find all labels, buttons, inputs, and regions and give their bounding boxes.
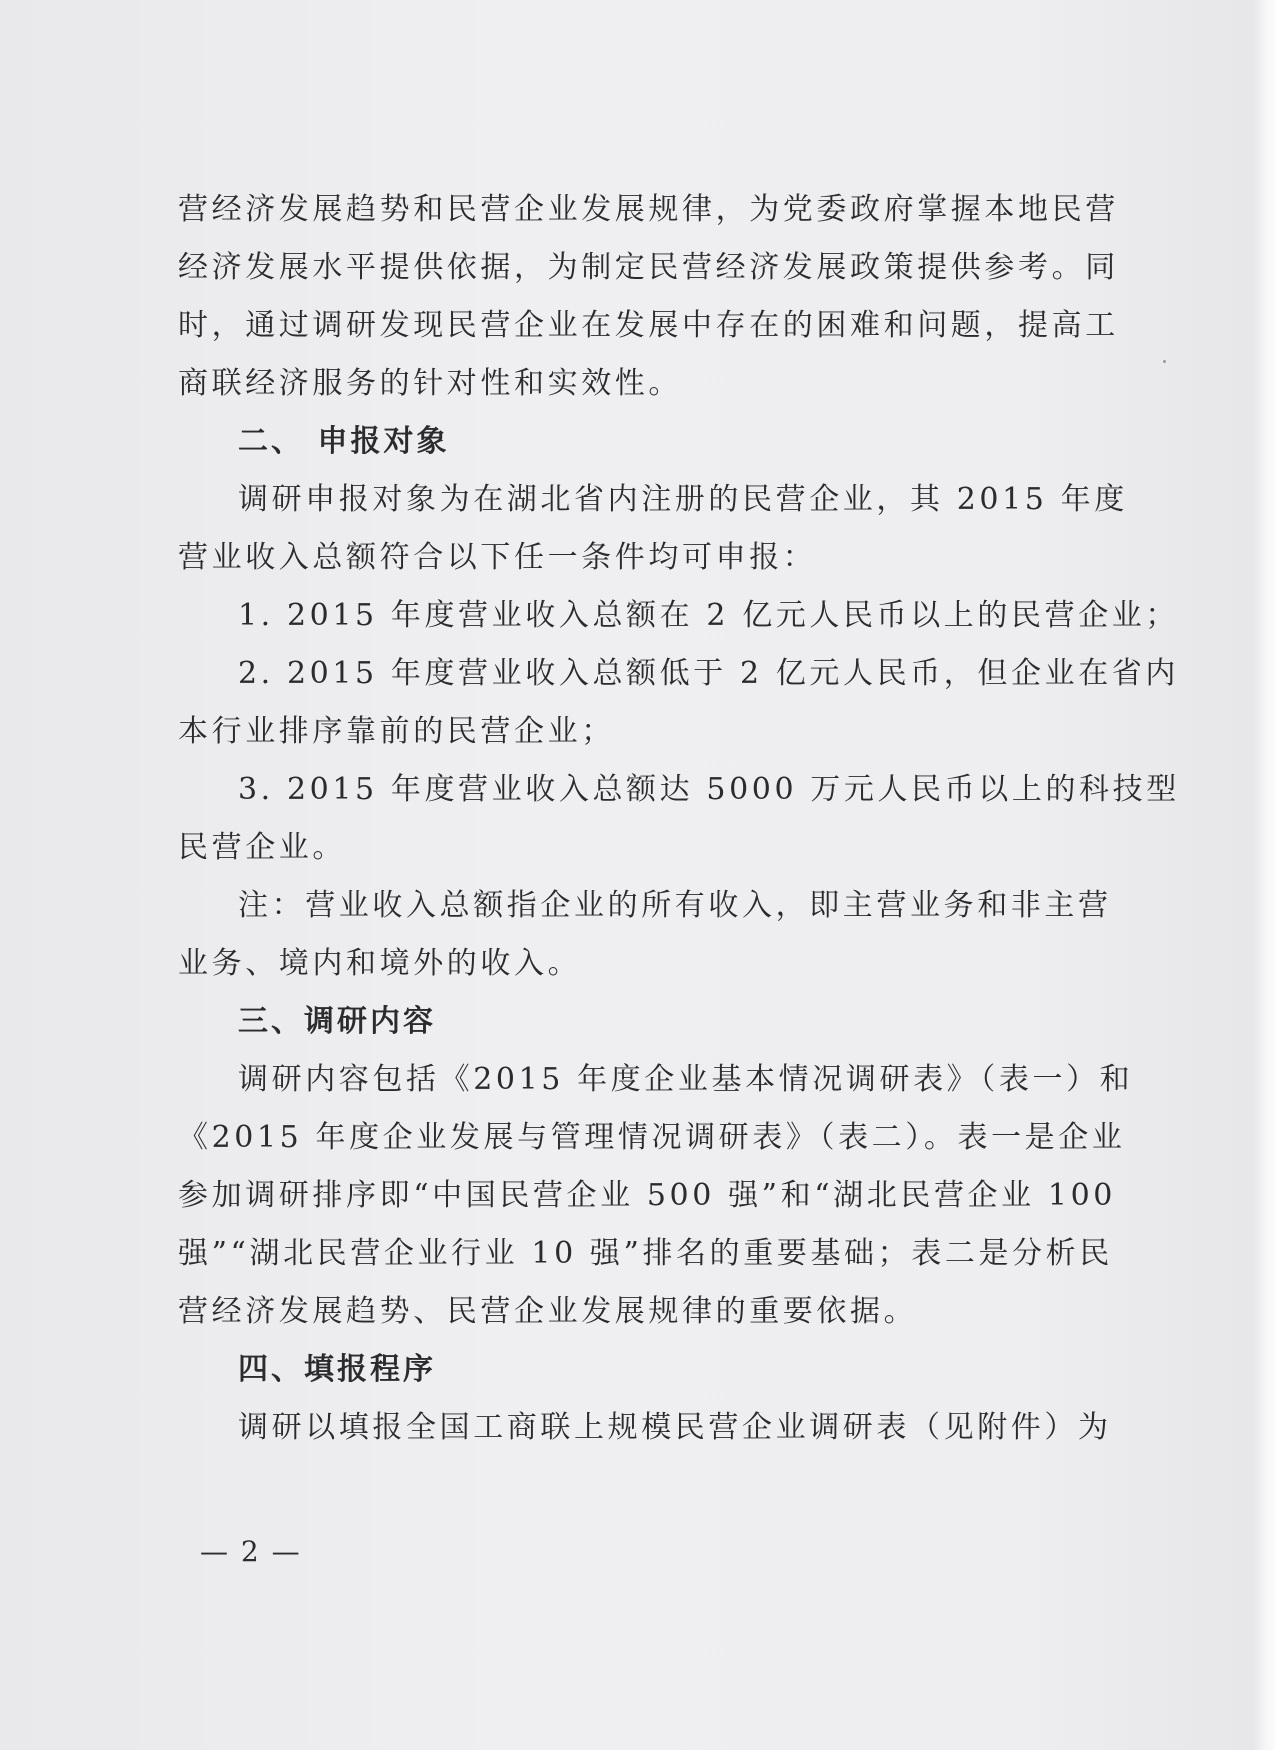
body-line: 参加调研排序即“中国民营企业 500 强”和“湖北民营企业 100 [178, 1178, 1116, 1213]
section-heading-research-content: 三、调研内容 [238, 1004, 436, 1039]
body-line: 营业收入总额符合以下任一条件均可申报： [178, 540, 817, 575]
scan-speck [1163, 360, 1166, 363]
body-line: 经济发展水平提供依据，为制定民营经济发展政策提供参考。同 [178, 250, 1119, 285]
body-line: 营经济发展趋势和民营企业发展规律，为党委政府掌握本地民营 [178, 192, 1119, 227]
body-line: 商联经济服务的针对性和实效性。 [178, 366, 682, 401]
scan-edge [1253, 0, 1275, 1750]
section-heading-application-targets: 二、 申报对象 [238, 424, 450, 459]
body-line: 业务、境内和境外的收入。 [178, 946, 582, 981]
page-number: — 2 — [200, 1535, 302, 1568]
body-line: 本行业排序靠前的民营企业； [178, 714, 615, 749]
body-line: 强”“湖北民营企业行业 10 强”排名的重要基础；表二是分析民 [178, 1236, 1113, 1271]
body-line: 《2015 年度企业发展与管理情况调研表》（表二）。表一是企业 [178, 1120, 1126, 1155]
list-item-3: 3. 2015 年度营业收入总额达 5000 万元人民币以上的科技型 [238, 772, 1180, 807]
body-line: 调研内容包括《2015 年度企业基本情况调研表》（表一）和 [238, 1062, 1134, 1097]
body-line: 时，通过调研发现民营企业在发展中存在的困难和问题，提高工 [178, 308, 1119, 343]
section-heading-filing-procedure: 四、填报程序 [238, 1352, 436, 1387]
body-line: 调研申报对象为在湖北省内注册的民营企业，其 2015 年度 [238, 482, 1128, 517]
list-item-2: 2. 2015 年度营业收入总额低于 2 亿元人民币，但企业在省内 [238, 656, 1180, 691]
note-line: 注：营业收入总额指企业的所有收入，即主营业务和非主营 [238, 888, 1112, 923]
body-line: 营经济发展趋势、民营企业发展规律的重要依据。 [178, 1294, 918, 1329]
body-line: 调研以填报全国工商联上规模民营企业调研表（见附件）为 [238, 1410, 1112, 1445]
body-line: 民营企业。 [178, 830, 346, 865]
list-item-1: 1. 2015 年度营业收入总额在 2 亿元人民币以上的民营企业； [238, 598, 1180, 633]
